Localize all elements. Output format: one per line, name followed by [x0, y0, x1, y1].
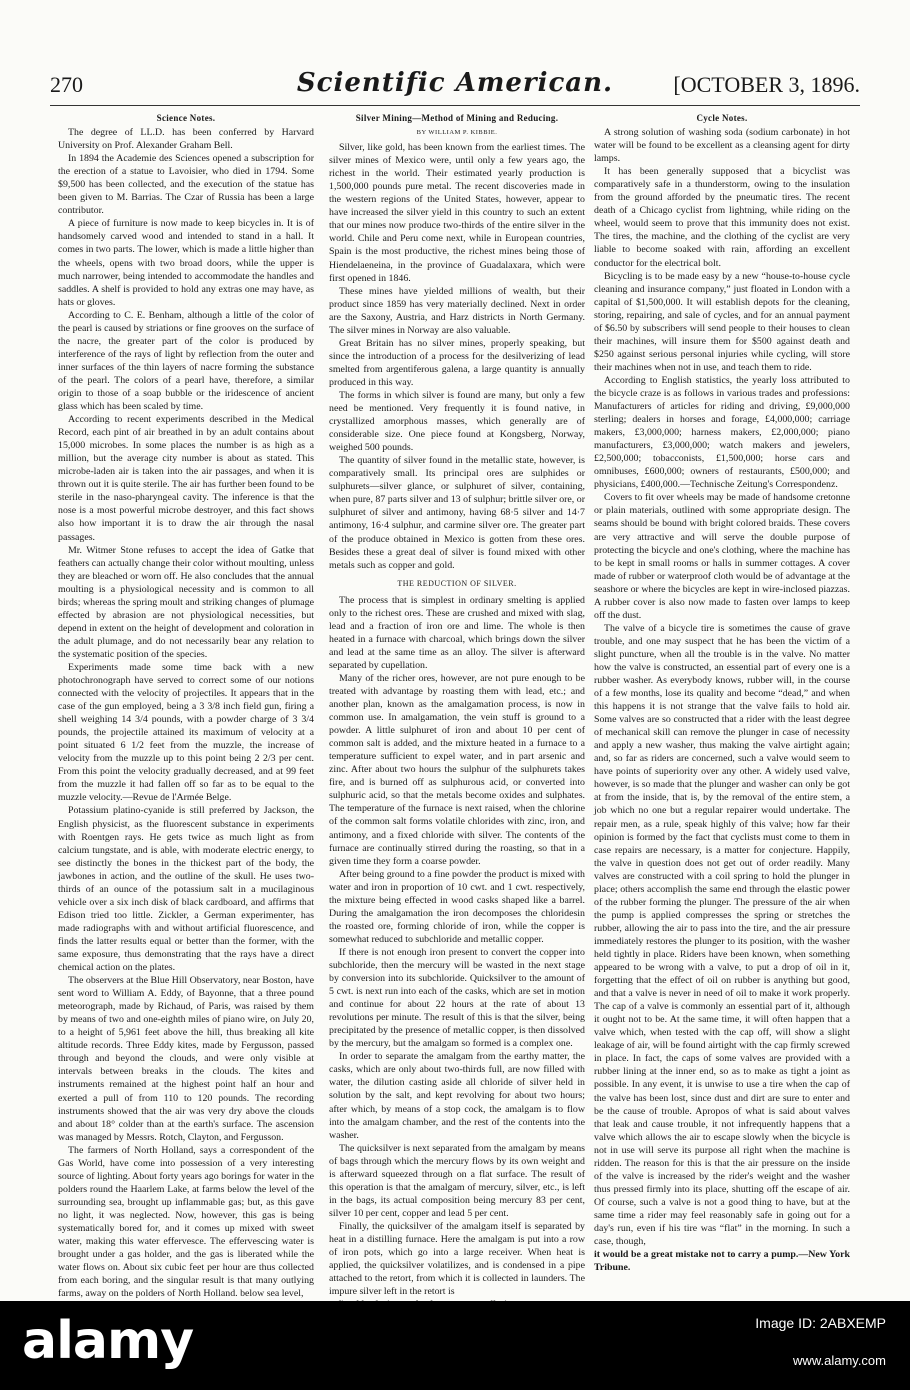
paragraph: It has been generally supposed that a bicyclist was comparatively safe in a thunderstorm, owing to the insulation from the ground afforded by the pneumatic tires. The recent death of a Chicago cyclist from lightning, while riding on the wheel, would seem to prove that this immunity does not exist. The tires, the machine, and the clothing of the cyclist are very liable to become soaked with rain, affording an excellent conductor for the electrical bolt. — [594, 166, 850, 269]
article-title: Science Notes. — [156, 113, 216, 123]
paragraph: Many of the richer ores, however, are not pure enough to be treated with advantage by roasting them with lead, etc.; and another plan, known as the amalgamation process, is now in common use. In amalgamation, the vein stuff is ground to a powder. A little sulphuret of iron and about 10 per cent of common salt is added, and the mixture heated in a furnace to a temperature sufficient to expel water, and in part arsenic and zinc. After about two hours the sulphur of the sulphurets takes fire, and is burned off as sulphurous acid, or converted into sulphuric acid, so that the metals become oxides and sulphates. The temperature of the furnace is next raised, when the chlorine of the common salt forms volatile chlorides with zinc, iron, and antimony, and a fixed chloride with silver. The contents of the furnace are continually stirred during the roasting, so that in a given time they form a coarse powder. — [329, 672, 585, 867]
paragraph: These mines have yielded millions of wealth, but their product since 1859 has very materially declined. Next in order are the Saxony, Austria, and Harz districts in North Germany. The silver mines in Norway are also valuable. — [329, 285, 585, 336]
site-url: www.alamy.com — [793, 1353, 886, 1368]
paragraph: Silver, like gold, has been known from the earliest times. The silver mines of Mexico were, until only a few years ago, the richest in the world. Their estimated yearly production is 1,500,000 pounds pure metal. The recent discoveries made in the western regions of the United States, however, appear to have increased the silver yield in this country to such an extent that our mines now produce two-thirds of the entire silver in the world. Chile and Peru come next, while in European countries, Spain is the most productive, the richest mines being those of Hiendelaeneina, in the province of Guadalaxara, which were first opened in 1846. — [329, 142, 585, 284]
header-rule — [50, 105, 860, 106]
article-title: Cycle Notes. — [696, 113, 748, 123]
section-subhead: THE REDUCTION OF SILVER. — [397, 578, 517, 588]
stock-footer — [0, 1301, 910, 1390]
image-id: Image ID: 2ABXEMP — [755, 1315, 886, 1331]
paragraph: The observers at the Blue Hill Observatory, near Boston, have sent word to William A. Eddy, of Bayonne, that a three pound meteorograph, made by Richaud, of Paris, was raised by them by means of two and one-eighth miles of piano wire, on July 20, to a height of 5,961 feet above the hill, thus breaking all kite altitude records. Three Eddy kites, made by Fergusson, passed through and beyond the clouds, and were only visible at intervals between breaks in the clouds. The kites and instruments remained at the highest point half an hour and exerted a pull of from 110 to 120 pounds. The recording instruments showed that the air was very dry above the clouds and about 18° colder than at the earth's surface. The ascension was managed by Messrs. Rotch, Clayton, and Fergusson. — [58, 975, 314, 1143]
paragraph: The quantity of silver found in the metallic state, however, is comparatively small. Its principal ores are sulphides or sulphurets—silver glance, or sulphuret of silver, containing, when pure, 87 parts silver and 13 of sulphur; brittle silver ore, or sulphuret of silver and antimony, having 68·5 silver and 14·7 antimony, 16·4 sulphur, and carmine silver ore. The greater part of the produce obtained in Mexico is gotten from these ores. Besides these a great deal of silver is found mixed with other metals such as copper and gold. — [329, 455, 585, 571]
paragraph: Potassium platino-cyanide is still preferred by Jackson, the English physicist, as the fluorescent substance in experiments with Roentgen rays. He gets twice as much light as from calcium tungstate, and is able, with moderate electric energy, to see distinctly the bones in the thickest part of the body, the jawbones in action, and the outline of the skull. He uses two-thirds of an ounce of the potassium salt in a mucilaginous vehicle over a six inch disk of black cardboard, and affirms that Edison tried too little. Zickler, a German experimenter, has made radiographs with and without artificial fluorescence, and finds the latter results equal or better than the former, with the same exposure, thus demonstrating that the rays have a direct chemical action on the plates. — [58, 805, 314, 974]
paragraph: Mr. Witmer Stone refuses to accept the idea of Gatke that feathers can actually change their color without moulting, unless they are bleached or worn off. He also concludes that the annual moulting is a physiological necessity and is common to all birds; whereas the spring moult and striking changes of plumage effected by abrasion are not physiological necessities, but depend in extent on the height of development and coloration in the adult plumage, and do not necessarily bear any relation to the systematic position of the species. — [58, 544, 314, 660]
column-science-notes — [58, 112, 314, 1300]
article-body — [58, 126, 314, 1313]
alamy-logo: alamy — [22, 1311, 194, 1371]
paragraph: The quicksilver is next separated from the amalgam by means of bags through which the mercury flows by its own weight and is afterward squeezed through on a flat surface. The result of this operation is that the amalgam of mercury, silver, etc., is left in the bags, its actual composition being mercury 83 per cent, silver 10 per cent, copper and lead 5 per cent. — [329, 1142, 585, 1219]
paragraph: Covers to fit over wheels may be made of handsome cretonne or plain materials, outlined with some appropriate design. The seams should be bound with bright colored braids. These covers are very attractive and will serve the double purpose of protecting the bicycle and one's clothing, where the machine has to be kept in small rooms or halls in summer cottages. A cover made of rubber or waterproof cloth would be of advantage at the seashore or where the bicycles are kept in wire-inclosed piazzas. A rubber cover is also now made to fasten over lamps to keep off the dust. — [594, 492, 850, 621]
column-cycle-notes — [594, 112, 850, 1274]
paragraph: A piece of furniture is now made to keep bicycles in. It is of handsomely carved wood and intended to stand in a hall. It comes in two parts. The lower, which is made a little higher than the wheels, opens with two broad doors, while the upper is much narrower, being intended to accommodate the handles and saddles. A shelf is provided to hold any extras one may have, as hats or gloves. — [58, 218, 314, 308]
paragraph: In 1894 the Academie des Sciences opened a subscription for the erection of a statue to Lavoisier, who died in 1794. Some $9,500 has been collected, and the execution of the statue has been given to M. Barrias. The Czar of Russia has been a large contributor. — [58, 153, 314, 217]
byline: BY WILLIAM P. KIBBIE. — [416, 129, 498, 137]
paragraph: The process that is simplest in ordinary smelting is applied only to the richest ores. These are crushed and mixed with slag, lead and a fraction of iron ore and lime. The whole is then heated in a furnace with charcoal, which brings down the silver and lead at the same time as an alloy. The silver is afterward separated by cupellation. — [329, 594, 585, 671]
page-header — [50, 68, 860, 108]
paragraph: The degree of LL.D. has been conferred by Harvard University on Prof. Alexander Graham Bell. — [58, 127, 314, 152]
article-body — [329, 141, 585, 1311]
column-silver-mining — [329, 112, 585, 1298]
paragraph: Great Britain has no silver mines, properly speaking, but since the introduction of a process for the desilverizing of lead smelted from argentiferous galena, a large quantity is annually produced in this way. — [329, 337, 585, 388]
paragraph: According to recent experiments described in the Medical Record, each pint of air breathed in by an adult contains about 15,000 microbes. In some places the number is as high as a million, but the average city number is about as stated. This microbe-laden air is taken into the air passages, and when it is thrown out it is quite sterile. The air has further been found to be sterile in the naso-pharyngeal cavity. The inference is that the nose is a most powerful microbe destroyer, and this fact shows also how important it is to draw the air through the nasal passages. — [58, 414, 314, 543]
paragraph: According to English statistics, the yearly loss attributed to the bicycle craze is as follows in various trades and professions: Manufacturers of articles for riding and driving, £9,000,000 sterling; dealers in horses and forage, £4,000,000; carriage makers, £3,000,000; harness makers, £2,000,000; piano manufacturers, £3,000,000; watch makers and jewelers, £2,500,000; tobacconists, £1,500,000; horse cars and omnibuses, £600,000; owners of restaurants, £500,000; and physicians, £400,000.—Technische Zeitung's Correspondenz. — [594, 374, 850, 491]
article-title: Silver Mining—Method of Mining and Reducing. — [355, 113, 559, 123]
paragraph: According to C. E. Benham, although a little of the color of the pearl is caused by striations or fine grooves on the surface of the nacre, the greater part of the color is produced by interference of the rays of light by reflection from the outer and inner surfaces of the thin layers of nacre forming the substance of the pearl. The colors of a pearl have, therefore, a similar origin to those of a soap bubble or the iridescence of ancient glass which has been scaled by time. — [58, 309, 314, 413]
paragraph: Finally, the quicksilver of the amalgam itself is separated by heat in a distilling furnace. Here the amalgam is put into a row of iron pots, which go into a large receiver. When heat is applied, the quicksilver volatilizes, and is condensed in a pipe attached to the retort, from which it is collected in launders. The impure silver left in the retort is — [329, 1220, 585, 1298]
paragraph: After being ground to a fine powder the product is mixed with water and iron in proportion of 10 cwt. and 1 cwt. respectively, the mixture being effected in wood casks shaped like a barrel. During the amalgamation the iron decomposes the chloridesin the roasted ore, forming chloride of iron, while the copper is somewhat reduced to subchloride and metallic copper. — [329, 868, 585, 945]
paragraph-end: it would be a great mistake not to carry a pump.—New York Tribune. — [594, 1249, 850, 1274]
article-body — [594, 126, 850, 1274]
page-number: 270 — [50, 72, 83, 97]
paragraph: Experiments made some time back with a new photochronograph have served to correct some of our notions connected with the velocity of projectiles. It appears that in the case of the gun employed, being a 3 3/8 inch field gun, firing a shell weighing 14 3/4 pounds, with a powder charge of 3 3/4 pounds, the projectile attained its maximum of velocity at a point situated 6 1/2 feet from the muzzle, the increase of velocity from the muzzle up to this point being 2 2/3 per cent. From this point the velocity gradually decreased, and at 99 feet from the muzzle it had fallen off so far as to be equal to the muzzle velocity.—Revue de l'Armée Belge. — [58, 661, 314, 804]
issue-date: [OCTOBER 3, 1896. — [673, 72, 860, 97]
paragraph: In order to separate the amalgam from the earthy matter, the casks, which are only about two-thirds full, are now filled with water, the dilution casting aside all chloride of silver held in solution by the salt, and kept revolving for about two hours; after which, by means of a stop cock, the amalgam is to flow into the amalgam chamber, and the rest of the contents into the washer. — [329, 1051, 585, 1141]
paragraph: A strong solution of washing soda (sodium carbonate) in hot water will be found to be excellent as a cleansing agent for dirty lamps. — [594, 127, 850, 165]
paragraph: Bicycling is to be made easy by a new “house-to-house cycle cleaning and insurance company,” just floated in London with a capital of $1,500,000. It will establish depots for the cleaning, storing, repairing, and sale of cycles, and for an annual payment of $6.50 by subscribers will send people to their houses to clean their machines, will insure them for $500 against death and $250 against serious personal injuries while cycling, will store their machines when not in use, and teach them to ride. — [594, 270, 850, 373]
paragraph: If there is not enough iron present to convert the copper into subchloride, then the mercury will be wasted in the next stage by conversion into its subchloride. Quicksilver to the amount of 5 cwt. is next run into each of the casks, which are set in motion and continue for about 22 hours at the rate of about 13 revolutions per minute. The result of this is that the silver, being precipitated by the presence of metallic copper, is then dissolved by the mercury, but the amalgam so formed is a complex one. — [329, 946, 585, 1050]
paragraph: The valve of a bicycle tire is sometimes the cause of grave trouble, and one may suspect that he has been the victim of a slight puncture, when all the trouble is in the valve. No matter how the valve is constructed, an essential part of every one is a rubber washer. As everybody knows, rubber will, in the course of a few months, lose its quality and become “dead,” and when this happens it is not strange that the valve fails to hold air. Some valves are so constructed that a rider with the least degree of mechanical skill can remove the plunger in case of necessity and apply a new washer, thus making the valve airtight again; and, so far as riders are concerned, such a valve would seem to have points of superiority over any other. A widely used valve, however, is so made that the plunger and washer can only be got at from the inside, that is, by the removal of the entire stem, a job which no one but a regular repairer would undertake. The repair men, as a rule, speak highly of this valve; how far their opinion is formed by the fact that cyclists must come to them in case repairs are necessary, is a matter for conjecture. Happily, the valve in question does not get out of order readily. Many valves are constructed with a coil spring to hold the plunger in place; others accomplish the same end through the elastic power of the rubber forming the plunger. The pressure of the air when the pump is applied compresses the spring or stretches the rubber, allowing the air to pass into the tire, and the air pressure immediately restores the plunger to its position, with the washer held tightly in place. Riders have been known, when something appeared to be wrong with a valve, to put a drop of oil in it, forgetting that the effect of oil on rubber is anything but good, and that a valve is never in need of oil to make it work properly. The cap of a valve is commonly an essential part of it, although it ought not to be. At the same time, it will often happen that a valve which, when tested with the cap off, will show a slight leakage of air, will be found airtight with the cap firmly screwed in place. In fact, the caps of some valves are provided with a rubber lining at the inner end, so as to make as tight a joint as possible. In any event, it is unwise to use a tire when the cap of the valve has been lost, since dust and dirt are sure to enter and be the cause of trouble. Apropos of what is said about valves that leak and cause trouble, it not infrequently happens that a valve which allows the air to escape slowly when the bicycle is not in use will serve its purpose all right when the machine is ridden. The reason for this is that the air pressure on the inside of the valve is increased by the rider's weight and the washer thus pressed firmly into its place, shutting off the escape of air. Of course, such a valve is not a good thing to have, but at the same time a rider may feel reasonably safe in going out for a day's run, even if his tire was “flat” in the morning. In such a case, though, — [594, 622, 850, 1248]
paragraph: The farmers of North Holland, says a correspondent of the Gas World, have come into possession of a very interesting source of lighting. About forty years ago borings for water in the polders round the Haarlem Lake, at farms below the level of the surrounding sea, brought up inflammable gas; but, as this gave no light, it was neglected. Now, however, this gas is being systematically bored for, and it comes up mixed with sweet water, making this water effervesce. The effervescing water is brought under a gas holder, and the gas is liberated while the water flows on. About six cubic feet per hour are thus collected from each boring, and the singular result is that many outlying farms, away on the polders of North Holland. below sea level, — [58, 1144, 314, 1300]
paragraph: The forms in which silver is found are many, but only a few need be mentioned. Very frequently it is found native, in crystallized amorphous masses, which generally are of considerable size. One piece found at Kongsberg, Norway, weighed 500 pounds. — [329, 389, 585, 454]
masthead: Scientific American. — [296, 68, 614, 98]
